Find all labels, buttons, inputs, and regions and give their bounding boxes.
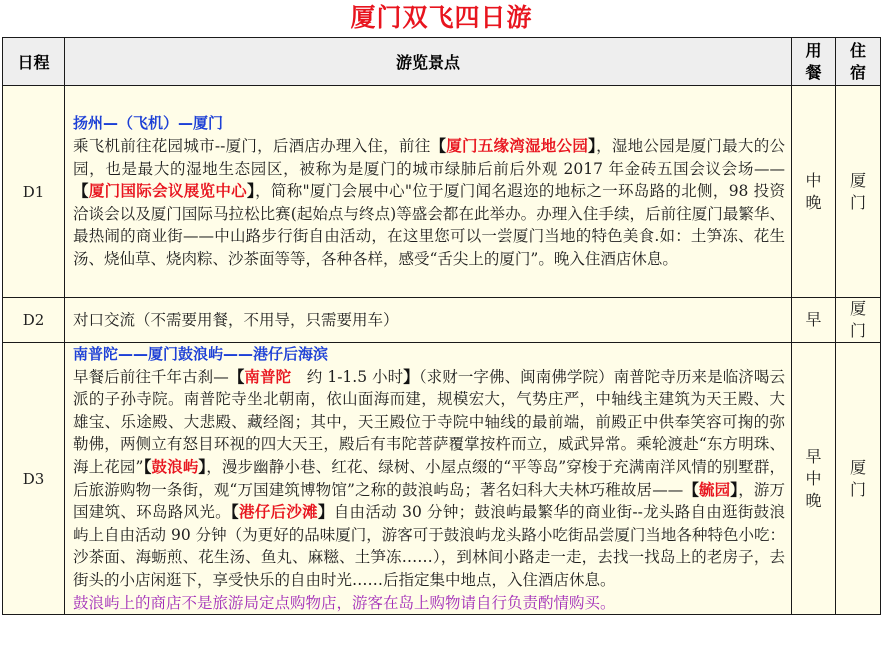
stay-cell: 厦门 bbox=[836, 298, 881, 343]
header-meal: 用餐 bbox=[792, 38, 836, 86]
table-row bbox=[3, 298, 881, 343]
header-day: 日程 bbox=[3, 38, 65, 86]
route-title: 扬州—（飞机）—厦门 bbox=[73, 114, 224, 133]
meal-cell: 早 bbox=[792, 298, 836, 343]
highlight-attraction: 南普陀 bbox=[244, 367, 292, 386]
table-header-row bbox=[3, 38, 881, 86]
day-description: 对口交流（不需要用餐，不用导，只需要用车） bbox=[65, 298, 792, 343]
header-stay: 住宿 bbox=[836, 38, 881, 86]
page-title: 厦门双飞四日游 bbox=[350, 3, 533, 32]
highlight-attraction: 毓园 bbox=[699, 480, 731, 499]
itinerary-table bbox=[2, 37, 881, 615]
day-label: D3 bbox=[3, 343, 65, 615]
route-title: 南普陀——厦门鼓浪屿——港仔后海滨 bbox=[73, 345, 329, 363]
day-label: D1 bbox=[3, 86, 65, 298]
table-row bbox=[3, 86, 881, 298]
stay-cell: 厦门 bbox=[836, 343, 881, 615]
meal-cell: 中晚 bbox=[792, 86, 836, 298]
day-label: D2 bbox=[3, 298, 65, 343]
day-description: 南普陀——厦门鼓浪屿——港仔后海滨 早餐后前往千年古刹—【南普陀 约 1-1.5 小时】（求财一字佛、闽南佛学院）南普陀寺历来是临济喝云派的子孙寺院。南普陀寺坐北朝南，依山面海而建，规模宏大，气势庄严，中轴线主建筑为天王殿、大雄宝、乐途殿、大悲殿、藏经阁；其中，天王殿位于寺院中轴线的最前端，前殿正中供奉笑容可掬的弥勒佛，两侧立有怒目环视的四大天王，殿后有韦陀菩萨覆掌按杵而立，威武异常。乘轮渡赴“东方明珠、海上花园”【鼓浪屿】，漫步幽静小巷、红花、绿树、小屋点缀的“平等岛”穿梭于充满南洋风情的别墅群，后旅游购物一条街，观“万国建筑博物馆”之称的鼓浪屿岛；著名妇科大夫林巧稚故居——【毓园】，游万国建筑、环岛路风光。【港仔后沙滩】自由活动 30 分钟；鼓浪屿最繁华的商业街--龙头路自由逛街鼓浪屿上自由活动 90 分钟（为更好的品味厦门，游客可于鼓浪屿龙头路小吃街品尝厦门当地各种特色小吃：沙茶面、海蛎煎、花生汤、鱼丸、麻糍、土笋冻……），到林间小路走一走，去找一找岛上的老房子，去街头的小店闲逛下，享受快乐的自由时光……后指定集中地点，入住酒店休息。 鼓浪屿上的商店不是旅游局定点购物店，游客在岛上购物请自行负责酌情购买。 bbox=[65, 343, 792, 615]
header-sights: 游览景点 bbox=[65, 38, 792, 86]
stay-cell: 厦门 bbox=[836, 86, 881, 298]
meal-cell: 早中晚 bbox=[792, 343, 836, 615]
table-row bbox=[3, 343, 881, 615]
shopping-note: 鼓浪屿上的商店不是旅游局定点购物店，游客在岛上购物请自行负责酌情购买。 bbox=[73, 593, 616, 612]
highlight-attraction: 鼓浪屿 bbox=[151, 457, 199, 476]
day-description: 扬州—（飞机）—厦门 乘飞机前往花园城市--厦门，后酒店办理入住，前往【厦门五缘湾湿地公园】，湿地公园是厦门最大的公园，也是最大的湿地生态园区，被称为是厦门的城市绿肺后前后外观 2017 年金砖五国会议会场——【厦门国际会议展览中心】，简称"厦门会展中心"位于厦门闻名遐迩的地标之一环岛路的北侧，98 投资洽谈会以及厦门国际马拉松比赛(起始点与终点)等盛会都在此举办。办理入住手续，后前往厦门最繁华、最热闹的商业街——中山路步行街自由活动，在这里您可以一尝厦门当地的特色美食.如：土笋冻、花生汤、烧仙草、烧肉粽、沙茶面等等，各种各样，感受“舌尖上的厦门”。晚入住酒店休息。 bbox=[65, 86, 792, 298]
highlight-attraction: 港仔后沙滩 bbox=[238, 503, 318, 522]
highlight-attraction: 厦门国际会议展览中心 bbox=[88, 182, 248, 201]
highlight-attraction: 厦门五缘湾湿地公园 bbox=[446, 137, 589, 156]
